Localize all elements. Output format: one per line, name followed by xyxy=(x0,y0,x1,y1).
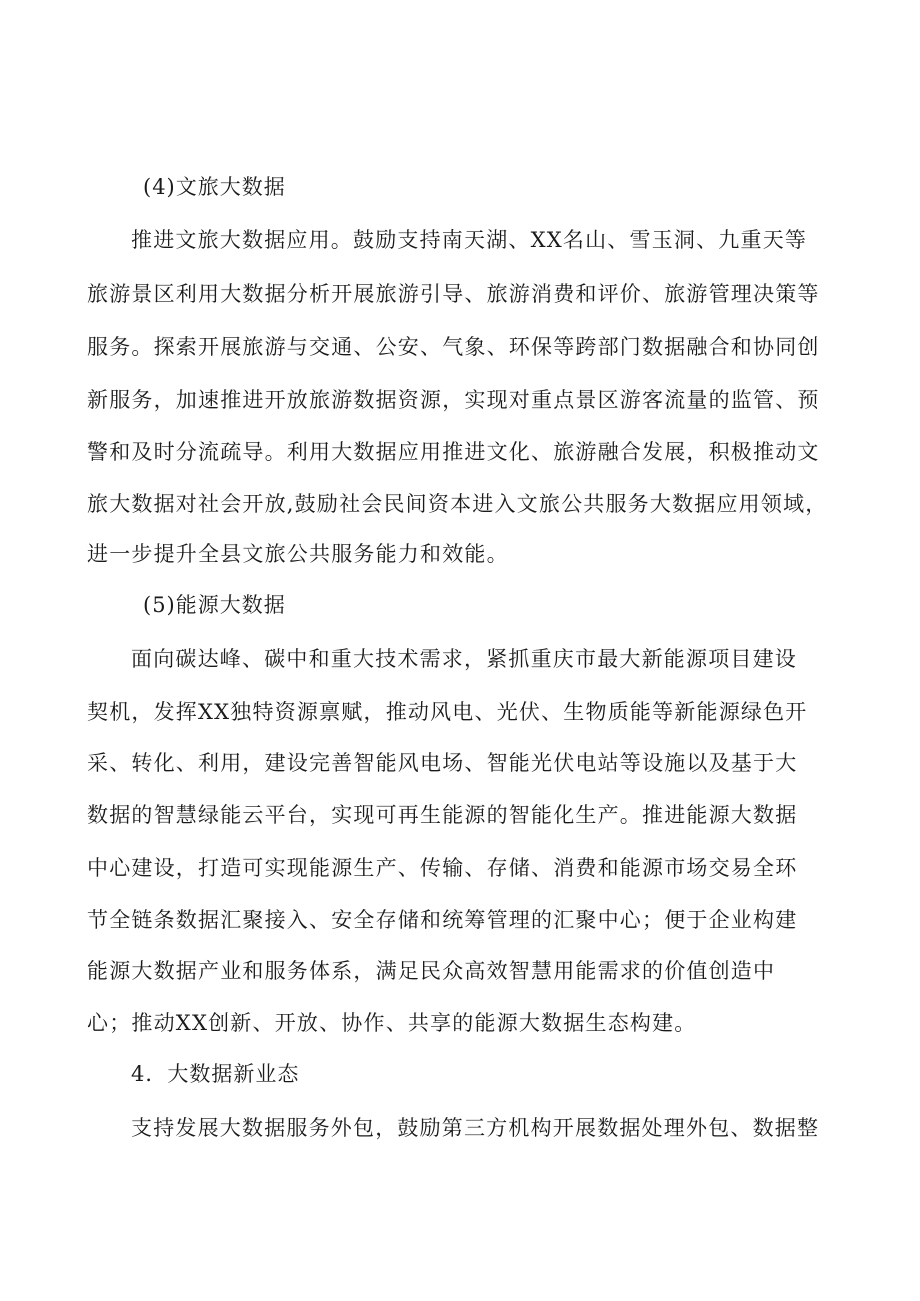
paragraph-line: 旅游景区利用大数据分析开展旅游引导、旅游消费和评价、旅游管理决策等 xyxy=(87,282,820,306)
paragraph-line: 面向碳达峰、碳中和重大技术需求，紧抓重庆市最大新能源项目建设 xyxy=(131,647,797,671)
paragraph-line: 进一步提升全县文旅公共服务能力和效能。 xyxy=(87,542,509,566)
paragraph-line: 推进文旅大数据应用。鼓励支持南天湖、XX名山、雪玉洞、九重天等 xyxy=(131,228,808,252)
paragraph-line: 服务。探索开展旅游与交通、公安、气象、环保等跨部门数据融合和协同创 xyxy=(87,335,820,359)
paragraph-line: 采、转化、利用，建设完善智能风电场、智能光伏电站等设施以及基于大 xyxy=(87,751,798,775)
paragraph-line: 警和及时分流疏导。利用大数据应用推进文化、旅游融合发展，积极推动文 xyxy=(87,440,820,464)
section-heading-tourism: (4)文旅大数据 xyxy=(143,175,286,199)
paragraph-line: 心；推动XX创新、开放、协作、共享的能源大数据生态构建。 xyxy=(87,1011,697,1035)
paragraph-line: 节全链条数据汇聚接入、安全存储和统筹管理的汇聚中心；便于企业构建 xyxy=(87,908,798,932)
section-heading-energy: (5)能源大数据 xyxy=(143,593,286,617)
paragraph-line: 契机，发挥XX独特资源禀赋，推动风电、光伏、生物质能等新能源绿色开 xyxy=(87,700,808,724)
paragraph-line: 能源大数据产业和服务体系，满足民众高效智慧用能需求的价值创造中 xyxy=(87,959,776,983)
paragraph-line: 数据的智慧绿能云平台，实现可再生能源的智能化生产。推进能源大数据 xyxy=(87,803,798,827)
paragraph-line: 新服务，加速推进开放旅游数据资源，实现对重点景区游客流量的监管、预 xyxy=(87,388,820,412)
paragraph-line: 中心建设，打造可实现能源生产、传输、存储、消费和能源市场交易全环 xyxy=(87,856,798,880)
paragraph-line: 旅大数据对社会开放,鼓励社会民间资本进入文旅公共服务大数据应用领域， xyxy=(87,492,828,516)
section-heading-new-business: 4．大数据新业态 xyxy=(131,1062,300,1086)
paragraph-line: 支持发展大数据服务外包，鼓励第三方机构开展数据处理外包、数据整 xyxy=(131,1116,820,1140)
